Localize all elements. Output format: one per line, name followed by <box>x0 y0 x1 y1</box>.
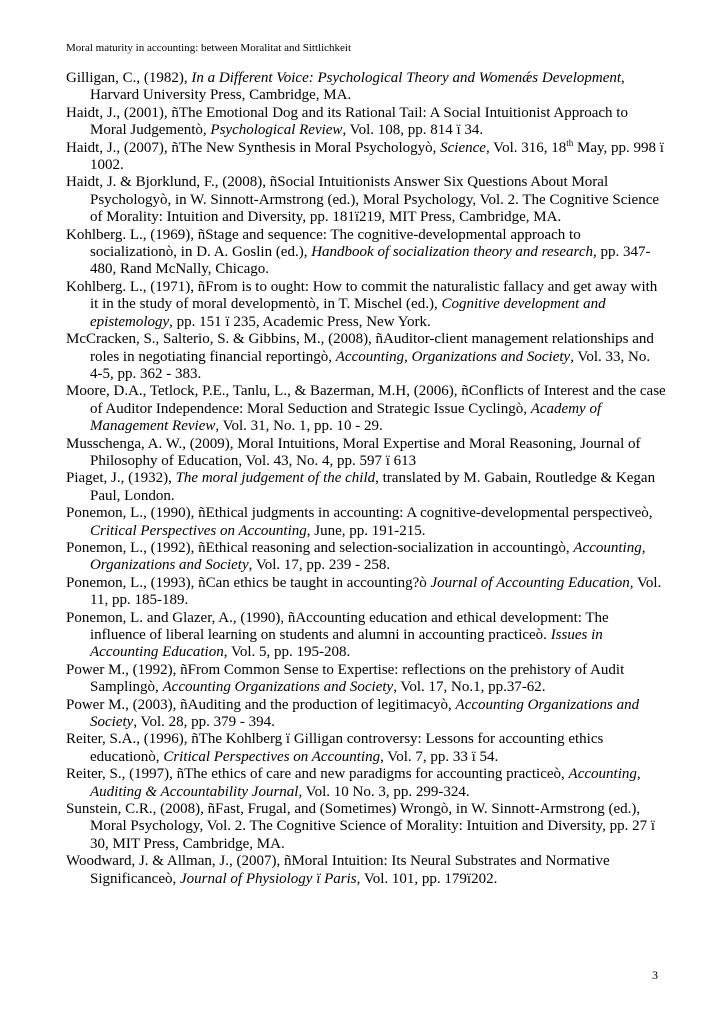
ref-superscript: th <box>566 137 574 148</box>
ref-title: Accounting Organizations and Society <box>90 696 640 731</box>
ref-text: pp. 347-480, Rand McNally, Chicago. <box>90 244 651 278</box>
ref-text: , Vol. 108, pp. 814 ï 34. <box>342 122 484 139</box>
ref-text: , Vol. 28, pp. 379 - 394. <box>133 714 275 731</box>
ref-text: Reiter, S., (1997), ñThe ethics of care and new paradigms for accounting practiceò, <box>66 766 569 783</box>
reference-entry <box>66 505 666 540</box>
reference-entry <box>66 470 666 505</box>
ref-text: Haidt, J. & Bjorklund, F., (2008), ñSocial Intuitionists Answer Six Questions About Moral Psychologyò, in W. Sinnott-Armstrong (ed.), Moral Psychology, Vol. 2. The Cognitive Science of Morality: Intuition and Diversity, pp. 181ï219, MIT Press, Cambridge, MA. <box>66 174 660 226</box>
ref-text: , Vol. 17, No.1, pp.37-62. <box>393 679 546 696</box>
ref-text: Power M., (2003), ñAuditing and the production of legitimacyò, <box>66 696 456 713</box>
reference-entry <box>66 137 666 175</box>
ref-text: Ponemon, L., (1990), ñEthical judgments in accounting: A cognitive-developmental perspectiveò, <box>66 505 653 522</box>
ref-title: Journal of Accounting Education <box>430 574 630 591</box>
ref-text: Haidt, J., (2007), ñThe New Synthesis in Moral Psychologyò, <box>66 139 441 156</box>
ref-text: , Vol. 11, pp. 185-189. <box>90 574 662 609</box>
ref-text: , Vol. 5, pp. 195-208. <box>223 644 351 661</box>
page-number: 3 <box>652 968 658 982</box>
ref-text: , June, pp. 191-215. <box>306 522 426 539</box>
ref-title: Academy of Management Review <box>90 400 602 435</box>
ref-text: Reiter, S.A., (1996), ñThe Kohlberg ï Gilligan controversy: Lessons for accounting ethics educationò, <box>66 731 604 765</box>
reference-entry <box>66 105 666 140</box>
ref-title: Cognitive development and epistemology <box>90 296 606 330</box>
ref-text: May, pp. 998 ï 1002. <box>90 139 664 174</box>
ref-text: Kohlberg. L., (1971), ñFrom is to ought: How to commit the naturalistic fallacy and get away with it in the study of moral developmentò, in T. Mischel (ed.), <box>66 278 658 313</box>
reference-entry <box>66 766 666 801</box>
ref-title: Critical Perspectives on Accounting <box>163 748 381 765</box>
ref-title: Accounting, Organizations and Society <box>335 348 571 365</box>
ref-text: Moore, D.A., Tetlock, P.E., Tanlu, L., & Bazerman, M.H, (2006), ñConflicts of Interest and the case of Auditor Independence: Moral Seduction and Strategic Issue Cyclingò, <box>66 383 666 417</box>
ref-title: The moral judgement of the child <box>175 470 376 487</box>
ref-text: Musschenga, A. W., (2009), Moral Intuitions, Moral Expertise and Moral Reasoning, Journal of Philosophy of Education, Vol. 43, No. 4, pp. 597 ï 613 <box>66 435 641 469</box>
ref-title: Accounting, Organizations and Society <box>90 539 646 574</box>
ref-text: Haidt, J., (2001), ñThe Emotional Dog and its Rational Tail: A Social Intuitionist Approach to Moral Judgementò, <box>66 104 628 139</box>
ref-text: , translated by M. Gabain, Routledge & Kegan Paul, London. <box>90 470 656 504</box>
reference-entry <box>66 610 666 662</box>
reference-entry <box>66 540 666 575</box>
ref-title: Critical Perspectives on Accounting <box>90 522 307 539</box>
reference-entry <box>66 697 666 732</box>
reference-entry <box>66 174 666 226</box>
reference-list <box>66 70 666 888</box>
reference-entry <box>66 279 666 331</box>
ref-title: Accounting, Auditing & Accountability Journal <box>90 766 641 800</box>
ref-text: , Vol. 17, pp. 239 - 258. <box>248 557 391 574</box>
ref-title: Accounting Organizations and Society <box>162 679 394 696</box>
ref-text: Sunstein, C.R., (2008), ñFast, Frugal, and (Sometimes) Wrongò, in W. Sinnott-Armstrong (ed.), Moral Psychology, Vol. 2. The Cognitive Science of Morality: Intuition and Diversity, pp. 27 ï 30, MIT Press, Cambridge, MA. <box>66 801 656 852</box>
ref-title: In a Different Voice: Psychological Theory and Womenǽs Development <box>191 70 622 86</box>
ref-text: McCracken, S., Salterio, S. & Gibbins, M., (2008), ñAuditor-client management relationships and roles in negotiating financial reportingò, <box>66 331 654 365</box>
reference-entry <box>66 853 666 888</box>
reference-entry <box>66 436 666 471</box>
ref-text: Kohlberg. L., (1969), ñStage and sequence: The cognitive-developmental approach to socializationò, in D. A. Goslin (ed.), <box>66 226 581 261</box>
reference-entry <box>66 331 666 383</box>
reference-entry <box>66 662 666 697</box>
ref-title: Journal of Physiology ï Paris <box>179 870 357 887</box>
ref-text: , Vol. 7, pp. 33 ï 54. <box>380 748 499 765</box>
ref-text: , pp. 151 ï 235, Academic Press, New York. <box>169 313 431 330</box>
ref-title: Issues in Accounting Education <box>90 627 603 661</box>
reference-entry <box>66 383 666 435</box>
ref-title: Psychological Review <box>210 122 343 139</box>
ref-text: Power M., (1992), ñFrom Common Sense to Expertise: reflections on the prehistory of Audit Samplingò, <box>66 661 625 696</box>
ref-text: , Vol. 10 No. 3, pp. 299-324. <box>298 783 470 800</box>
running-header: Moral maturity in accounting: between Moralitat and Sittlichkeit <box>66 42 352 54</box>
reference-entry <box>66 70 666 105</box>
reference-entry <box>66 575 666 610</box>
reference-entry <box>66 731 666 766</box>
ref-text: Ponemon, L., (1993), ñCan ethics be taught in accounting?ò <box>66 574 431 591</box>
ref-title: Science <box>440 139 486 156</box>
ref-text: Woodward, J. & Allman, J., (2007), ñMoral Intuition: Its Neural Substrates and Normative Significanceò, <box>66 853 610 887</box>
ref-text: Piaget, J., (1932), <box>66 470 176 487</box>
ref-text: , Vol. 33, No. 4-5, pp. 362 - 383. <box>90 348 651 382</box>
ref-text: Gilligan, C., (1982), <box>66 70 192 86</box>
ref-text: , Vol. 316, 18 <box>485 139 567 156</box>
reference-entry <box>66 227 666 279</box>
ref-text: , Vol. 101, pp. 179ï202. <box>356 870 498 887</box>
ref-title: Handbook of socialization theory and research, <box>311 244 597 261</box>
ref-text: Ponemon, L., (1992), ñEthical reasoning and selection-socialization in accountingò, <box>66 539 574 556</box>
reference-entry <box>66 801 666 853</box>
ref-text: , Vol. 31, No. 1, pp. 10 - 29. <box>215 418 383 435</box>
ref-text: , Harvard University Press, Cambridge, MA. <box>90 70 625 104</box>
ref-text: Ponemon, L. and Glazer, A., (1990), ñAccounting education and ethical development: The influence of liberal learning on students and alumni in accounting practiceò. <box>66 609 609 643</box>
